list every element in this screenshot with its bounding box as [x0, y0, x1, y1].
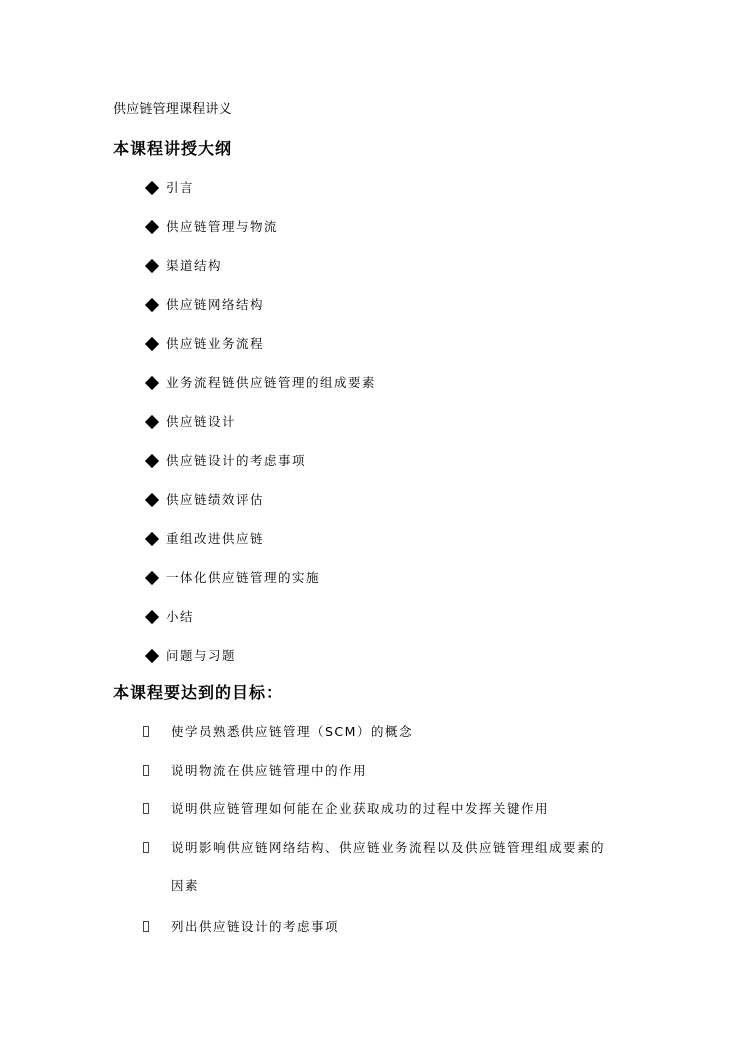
list-item — [144, 490, 264, 510]
outline-item-label: 一体化供应链管理的实施 — [166, 570, 321, 585]
list-item — [144, 373, 376, 393]
outline-item-label: 重组改进供应链 — [166, 531, 265, 546]
goal-item-text-continued: 因素 — [171, 878, 200, 893]
list-item — [144, 529, 264, 549]
diamond-bullet-icon — [145, 337, 159, 351]
diamond-bullet-icon — [145, 415, 159, 429]
outline-item-label: 问题与习题 — [166, 648, 237, 663]
list-item — [143, 917, 643, 937]
diamond-bullet-icon — [145, 532, 159, 546]
diamond-bullet-icon — [145, 454, 159, 468]
list-item — [143, 761, 643, 781]
square-bullet-icon — [143, 921, 149, 932]
list-item — [143, 838, 643, 896]
diamond-bullet-icon — [145, 181, 159, 195]
diamond-bullet-icon — [145, 571, 159, 585]
outline-item-label: 供应链设计的考虑事项 — [166, 453, 307, 468]
list-item — [144, 295, 264, 315]
list-item — [143, 799, 643, 819]
outline-item-label: 小结 — [166, 609, 195, 624]
outline-item-label: 供应链设计 — [166, 414, 237, 429]
diamond-bullet-icon — [145, 493, 159, 507]
list-item — [144, 646, 236, 666]
outline-item-label: 供应链业务流程 — [166, 336, 265, 351]
diamond-bullet-icon — [145, 610, 159, 624]
diamond-bullet-icon — [145, 376, 159, 390]
square-bullet-icon — [143, 726, 149, 737]
outline-item-label: 业务流程链供应链管理的组成要素 — [166, 375, 377, 390]
diamond-bullet-icon — [145, 298, 159, 312]
square-bullet-icon — [143, 803, 149, 814]
goals-heading: 本课程要达到的目标： — [113, 683, 284, 702]
list-item — [144, 217, 278, 237]
list-item — [144, 412, 236, 432]
diamond-bullet-icon — [145, 220, 159, 234]
outline-item-label: 引言 — [166, 180, 195, 195]
square-bullet-icon — [143, 842, 149, 853]
list-item — [144, 334, 264, 354]
outline-item-label: 供应链绩效评估 — [166, 492, 265, 507]
list-item — [143, 722, 643, 742]
list-item — [144, 256, 222, 276]
outline-item-label: 渠道结构 — [166, 258, 223, 273]
outline-heading: 本课程讲授大纲 — [113, 139, 233, 158]
list-item — [144, 178, 194, 198]
outline-item-label: 供应链网络结构 — [166, 297, 265, 312]
goal-item-text: 说明供应链管理如何能在企业获取成功的过程中发挥关键作用 — [171, 801, 550, 816]
goal-item-text: 说明物流在供应链管理中的作用 — [171, 763, 368, 778]
document-title: 供应链管理课程讲义 — [113, 102, 232, 117]
diamond-bullet-icon — [145, 259, 159, 273]
list-item — [144, 451, 306, 471]
goal-item-text: 使学员熟悉供应链管理（SCM）的概念 — [171, 724, 413, 739]
outline-item-label: 供应链管理与物流 — [166, 219, 279, 234]
goal-item-text: 列出供应链设计的考虑事项 — [171, 919, 340, 934]
square-bullet-icon — [143, 765, 149, 776]
diamond-bullet-icon — [145, 649, 159, 663]
goal-item-text: 说明影响供应链网络结构、供应链业务流程以及供应链管理组成要素的 — [171, 840, 606, 855]
list-item — [144, 607, 194, 627]
list-item — [144, 568, 320, 588]
